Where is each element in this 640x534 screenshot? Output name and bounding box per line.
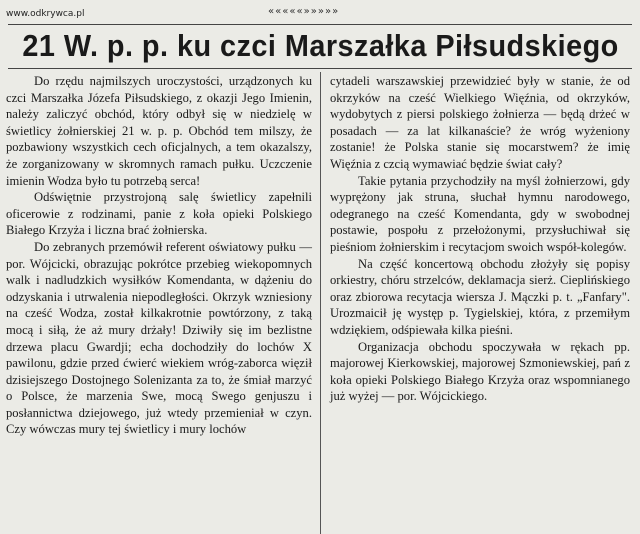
paragraph: Takie pytania przychodziły na myśl żołnierzowi, gdy wyprężony jak struna, słuchał hymnu narodowego, odegranego na cześć Komendanta, gdy w swobodnej postawie, pospołu z przełożonymi, przysłuchiwał się pieśniom żołnierskim i recytacjom swoich współ-kolegów. <box>330 173 630 254</box>
paragraph: Na część koncertową obchodu złożyły się popisy orkiestry, chóru strzelców, deklamacja sierż. Cieplińskiego oraz zbiorowa recytacja wiersza J. Mączki p. t. „Fanfary". Urozmaicił ję występ p. Tygielskiej, która, z przemiłym wdziękiem, odśpiewała kilka pieśni. <box>330 256 630 337</box>
paragraph: Odświętnie przystrojoną salę świetlicy zapełnili oficerowie z rodzinami, panie z koła opieki Polskiego Białego Krzyża i liczna brać żołnierska. <box>6 190 312 238</box>
headline-rule <box>8 68 632 69</box>
article-column-left <box>6 73 312 438</box>
paragraph: Do rzędu najmilszych uroczystości, urządzonych ku czci Marszałka Józefa Piłsudskiego, z okazji Jego Imienin, należy zaliczyć obchód, który odbył się w niedzielę w świetlicy żołnierskiej 21 w. p. p. Obchód tem milszy, że pozbawiony wszystkich cech oficjalnych, a tem okazalszy, że zorganizowany w skromnych ramach pułku. Uczczenie imienin Wodza było tu potrzebą serca! <box>6 74 312 188</box>
article-column-right <box>330 73 630 405</box>
header-ornament: «««««»»»»» <box>268 6 340 17</box>
article-headline: 21 W. p. p. ku czci Marszałka Piłsudskiego <box>22 28 619 63</box>
paragraph: Organizacja obchodu spoczywała w rękach pp. majorowej Kierkowskiej, majorowej Szmoniewskiej, pań z koła opieki Polskiego Białego Krzyża oraz wspomnianego już wyżej — por. Wójcickiego. <box>330 339 630 404</box>
column-divider <box>320 72 321 534</box>
source-watermark: www.odkrywca.pl <box>6 9 85 19</box>
paragraph: Do zebranych przemówił referent oświatowy pułku — por. Wójcicki, obrazując pokrótce przebieg wiekopomnych walk i nadludzkich wysiłków Komendanta, w dążeniu do odzyskania i utrwalenia niepodległości. Okrzyk wzniesiony na cześć Wodza, został kilkakrotnie powtórzony, z taką mocą i siłą, że aż mury drżały! Dziwiły się im bezlistne drzewa placu Gwardji; echa dochodziły do lochów X pawilonu, gdzie przed ćwierć wiekiem wróg-zaborca więził dzisiejszego Dostojnego Solenizanta za to, że śmiał marzyć o Polsce, że marzenia Swe, mocą Swego genjuszu i posłannictwa dziejowego, już wtedy przemieniał w czyn. Czy wówczas mury tej świetlicy i mury lochów <box>6 239 312 437</box>
paragraph: cytadeli warszawskiej przewidzieć były w stanie, że od okrzyków na cześć Wielkiego Więźnia, od okrzyków, wydobytych z piersi polskiego żołnierza — będą drżeć w posadach — za lat kilkanaście? że wróg wyżeniony zostanie! że Polska stanie się mocarstwem? że imię Więźnia z czcią wymawiać będzie świat cały? <box>330 74 630 171</box>
header-rule <box>8 24 632 25</box>
